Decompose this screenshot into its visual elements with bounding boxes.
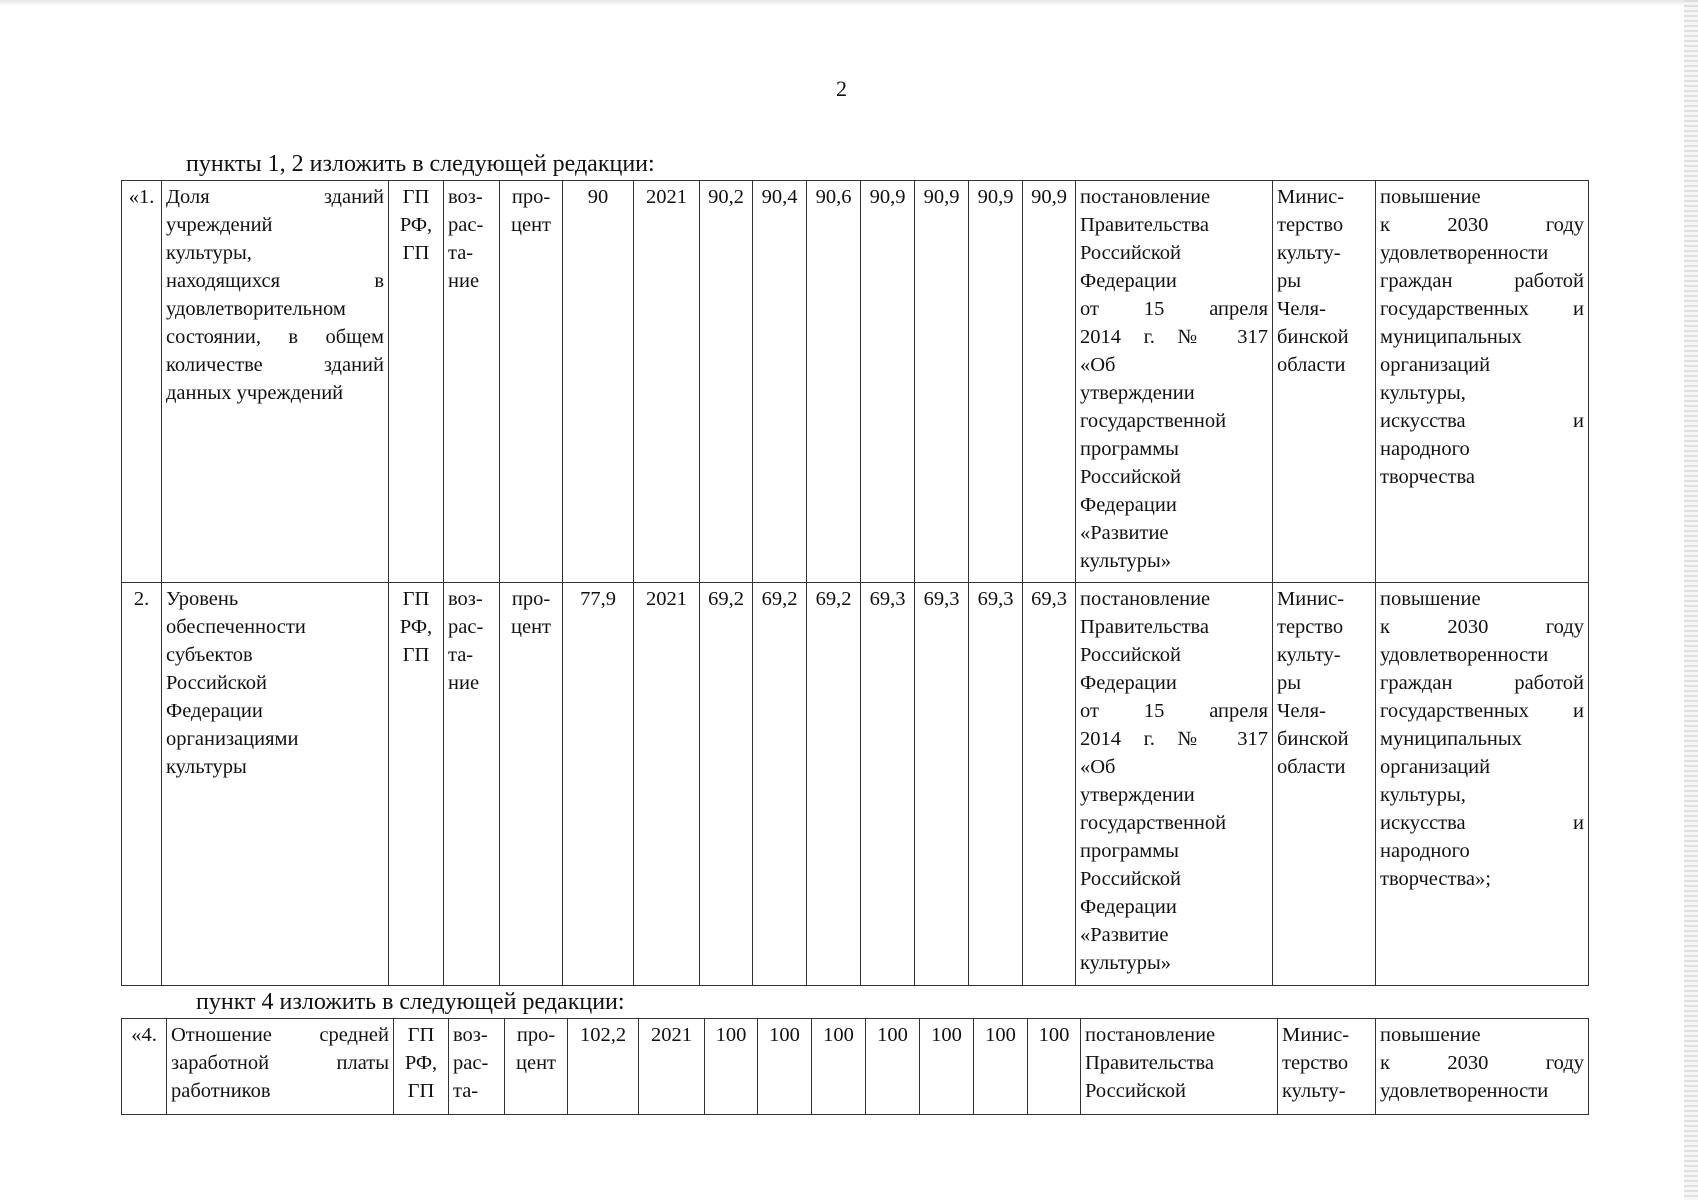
cell-line: к 2030 году [1380, 616, 1584, 638]
cell-line: Российской [1080, 242, 1182, 264]
cell-line: культуры, [166, 242, 252, 264]
indicator-name [162, 181, 389, 583]
cell-line: народного [1380, 840, 1470, 862]
cell-line: государственной [1080, 812, 1227, 834]
trend-direction [449, 1019, 505, 1115]
cell-line: творчества»; [1380, 868, 1491, 890]
cell-line: граждан работой [1380, 672, 1584, 694]
cell-line: государственных и [1380, 298, 1584, 320]
cell-line: бинской [1277, 326, 1349, 348]
cell-line: та- [448, 644, 474, 666]
table-row [122, 1019, 1589, 1115]
cell-line: Отношение средней [171, 1024, 389, 1046]
indicator-name [162, 583, 389, 986]
cell-line: та- [448, 242, 474, 264]
cell-line: искусства и [1380, 410, 1584, 432]
cell-line: культуры» [1080, 952, 1172, 974]
cell-line: области [1277, 756, 1346, 778]
responsible-body [1273, 181, 1376, 583]
cell-line: про- [516, 1024, 556, 1046]
cell-line: ры [1277, 270, 1302, 292]
cell-line: Челя- [1277, 700, 1326, 722]
cell-line: от 15 апреля [1080, 700, 1268, 722]
value-cell: 100 [705, 1019, 758, 1115]
cell-line: к 2030 году [1380, 1052, 1584, 1074]
cell-line: РФ, [404, 1052, 438, 1074]
cell-line: культуры» [1080, 550, 1172, 572]
cell-line: воз- [448, 588, 483, 610]
cell-line: воз- [453, 1024, 488, 1046]
base-year: 2021 [634, 181, 700, 583]
responsible-body [1273, 583, 1376, 986]
cell-line: ГП [402, 588, 430, 610]
cell-line: повышение [1380, 588, 1481, 610]
cell-line: удовлетворенности [1380, 644, 1549, 666]
cell-line: организаций [1380, 354, 1491, 376]
cell-line: Челя- [1277, 298, 1326, 320]
cell-line: искусства и [1380, 812, 1584, 834]
cell-line: культуры, [1380, 382, 1466, 404]
value-cell: 90,6 [807, 181, 861, 583]
cell-line: постановление [1080, 186, 1211, 208]
indicators-table-points-1-2 [121, 180, 1589, 986]
program-type [394, 1019, 449, 1115]
cell-line: организациями [166, 728, 299, 750]
cell-line: Правительства [1080, 616, 1210, 638]
trend-direction [444, 181, 500, 583]
value-cell: 100 [1028, 1019, 1081, 1115]
cell-line: данных учреждений [166, 382, 344, 404]
row-number: «4. [122, 1019, 167, 1115]
cell-line: Федерации [1080, 494, 1177, 516]
value-cell: 100 [974, 1019, 1028, 1115]
base-year: 2021 [634, 583, 700, 986]
cell-line: рас- [448, 214, 484, 236]
cell-line: государственной [1080, 410, 1227, 432]
cell-line: Правительства [1080, 214, 1210, 236]
cell-line: «Развитие [1080, 522, 1169, 544]
base-year: 2021 [639, 1019, 705, 1115]
cell-line: от 15 апреля [1080, 298, 1268, 320]
cell-line: терство [1277, 214, 1344, 236]
cell-line: удовлетворенности [1380, 242, 1549, 264]
cell-line: ГП [402, 644, 430, 666]
cell-line: ние [448, 270, 480, 292]
table-row [122, 583, 1589, 986]
cell-line: творчества [1380, 466, 1475, 488]
cell-line: народного [1380, 438, 1470, 460]
cell-line: культу- [1277, 644, 1341, 666]
cell-line: работников [171, 1080, 271, 1102]
value-cell: 100 [758, 1019, 812, 1115]
cell-line: про- [511, 186, 551, 208]
cell-line: постановление [1085, 1024, 1216, 1046]
cell-line: про- [511, 588, 551, 610]
cell-line: Доля зданий [166, 186, 384, 208]
cell-line: заработной платы [171, 1052, 389, 1074]
cell-line: цент [511, 214, 551, 236]
value-cell: 69,2 [753, 583, 807, 986]
cell-line: Уровень [166, 588, 239, 610]
cell-line: цент [516, 1052, 556, 1074]
cell-line: Российской [1085, 1080, 1187, 1102]
amendment-intro-1: пункты 1, 2 изложить в следующей редакции: [186, 151, 655, 177]
cell-line: Правительства [1085, 1052, 1215, 1074]
cell-line: учреждений [166, 214, 273, 236]
value-cell: 90,9 [861, 181, 915, 583]
cell-line: Минис- [1282, 1024, 1350, 1046]
cell-line: области [1277, 354, 1346, 376]
cell-line: 2014 г. № 317 [1080, 326, 1268, 348]
value-cell: 100 [812, 1019, 866, 1115]
cell-line: состоянии, в общем [166, 326, 384, 348]
trend-direction [444, 583, 500, 986]
value-cell: 100 [920, 1019, 974, 1115]
cell-line: муниципальных [1380, 728, 1522, 750]
value-cell: 90,4 [753, 181, 807, 583]
value-cell: 69,2 [700, 583, 753, 986]
cell-line: рас- [448, 616, 484, 638]
cell-line: Российской [1080, 868, 1182, 890]
cell-line: к 2030 году [1380, 214, 1584, 236]
cell-line: рас- [453, 1052, 489, 1074]
cell-line: ние [448, 672, 480, 694]
cell-line: удовлетворенности [1380, 1080, 1549, 1102]
cell-line: Российской [1080, 466, 1182, 488]
base-value: 77,9 [563, 583, 634, 986]
value-cell: 69,3 [969, 583, 1023, 986]
scan-edge-top [0, 0, 1698, 6]
cell-line: РФ, [399, 214, 433, 236]
base-value: 102,2 [568, 1019, 639, 1115]
cell-line: Федерации [1080, 896, 1177, 918]
cell-line: культу- [1277, 242, 1341, 264]
basis-document [1076, 583, 1273, 986]
program-type [389, 181, 444, 583]
cell-line: находящихся в [166, 270, 384, 292]
cell-line: организаций [1380, 756, 1491, 778]
cell-line: ры [1277, 672, 1302, 694]
cell-line: программы [1080, 840, 1179, 862]
row-number: «1. [122, 181, 162, 583]
cell-line: культу- [1282, 1080, 1346, 1102]
goal-link [1376, 181, 1589, 583]
value-cell: 90,2 [700, 181, 753, 583]
value-cell: 100 [866, 1019, 920, 1115]
program-type [389, 583, 444, 986]
cell-line: программы [1080, 438, 1179, 460]
value-cell: 69,3 [1023, 583, 1076, 986]
amendment-intro-2: пункт 4 изложить в следующей редакции: [196, 989, 625, 1015]
unit [505, 1019, 568, 1115]
cell-line: Минис- [1277, 186, 1345, 208]
cell-line: повышение [1380, 186, 1481, 208]
cell-line: ГП [407, 1024, 435, 1046]
cell-line: РФ, [399, 616, 433, 638]
cell-line: культуры [166, 756, 247, 778]
row-number: 2. [122, 583, 162, 986]
cell-line: бинской [1277, 728, 1349, 750]
responsible-body [1278, 1019, 1376, 1115]
cell-line: ГП [402, 186, 430, 208]
base-value: 90 [563, 181, 634, 583]
cell-line: Федерации [1080, 270, 1177, 292]
goal-link [1376, 1019, 1589, 1115]
cell-line: ГП [407, 1080, 435, 1102]
value-cell: 90,9 [915, 181, 969, 583]
basis-document [1081, 1019, 1278, 1115]
value-cell: 69,2 [807, 583, 861, 986]
value-cell: 69,3 [861, 583, 915, 986]
unit [500, 583, 563, 986]
cell-line: 2014 г. № 317 [1080, 728, 1268, 750]
cell-line: та- [453, 1080, 479, 1102]
cell-line: обеспеченности [166, 616, 306, 638]
cell-line: «Развитие [1080, 924, 1169, 946]
cell-line: Федерации [166, 700, 263, 722]
cell-line: муниципальных [1380, 326, 1522, 348]
indicator-name [167, 1019, 394, 1115]
scan-edge-right [1684, 0, 1698, 1200]
table-row [122, 181, 1589, 583]
cell-line: терство [1282, 1052, 1349, 1074]
unit [500, 181, 563, 583]
value-cell: 90,9 [1023, 181, 1076, 583]
cell-line: утверждении [1080, 382, 1195, 404]
cell-line: государственных и [1380, 700, 1584, 722]
value-cell: 90,9 [969, 181, 1023, 583]
cell-line: утверждении [1080, 784, 1195, 806]
cell-line: цент [511, 616, 551, 638]
cell-line: граждан работой [1380, 270, 1584, 292]
cell-line: «Об [1080, 354, 1116, 376]
value-cell: 69,3 [915, 583, 969, 986]
cell-line: субъектов [166, 644, 253, 666]
goal-link [1376, 583, 1589, 986]
cell-line: Минис- [1277, 588, 1345, 610]
cell-line: Российской [166, 672, 268, 694]
cell-line: количестве зданий [166, 354, 384, 376]
cell-line: удовлетворительном [166, 298, 346, 320]
cell-line: Российской [1080, 644, 1182, 666]
cell-line: «Об [1080, 756, 1116, 778]
cell-line: постановление [1080, 588, 1211, 610]
cell-line: культуры, [1380, 784, 1466, 806]
cell-line: повышение [1380, 1024, 1481, 1046]
page-number: 2 [836, 76, 847, 101]
cell-line: Федерации [1080, 672, 1177, 694]
cell-line: воз- [448, 186, 483, 208]
cell-line: терство [1277, 616, 1344, 638]
indicators-table-point-4 [121, 1018, 1589, 1115]
cell-line: ГП [402, 242, 430, 264]
basis-document [1076, 181, 1273, 583]
